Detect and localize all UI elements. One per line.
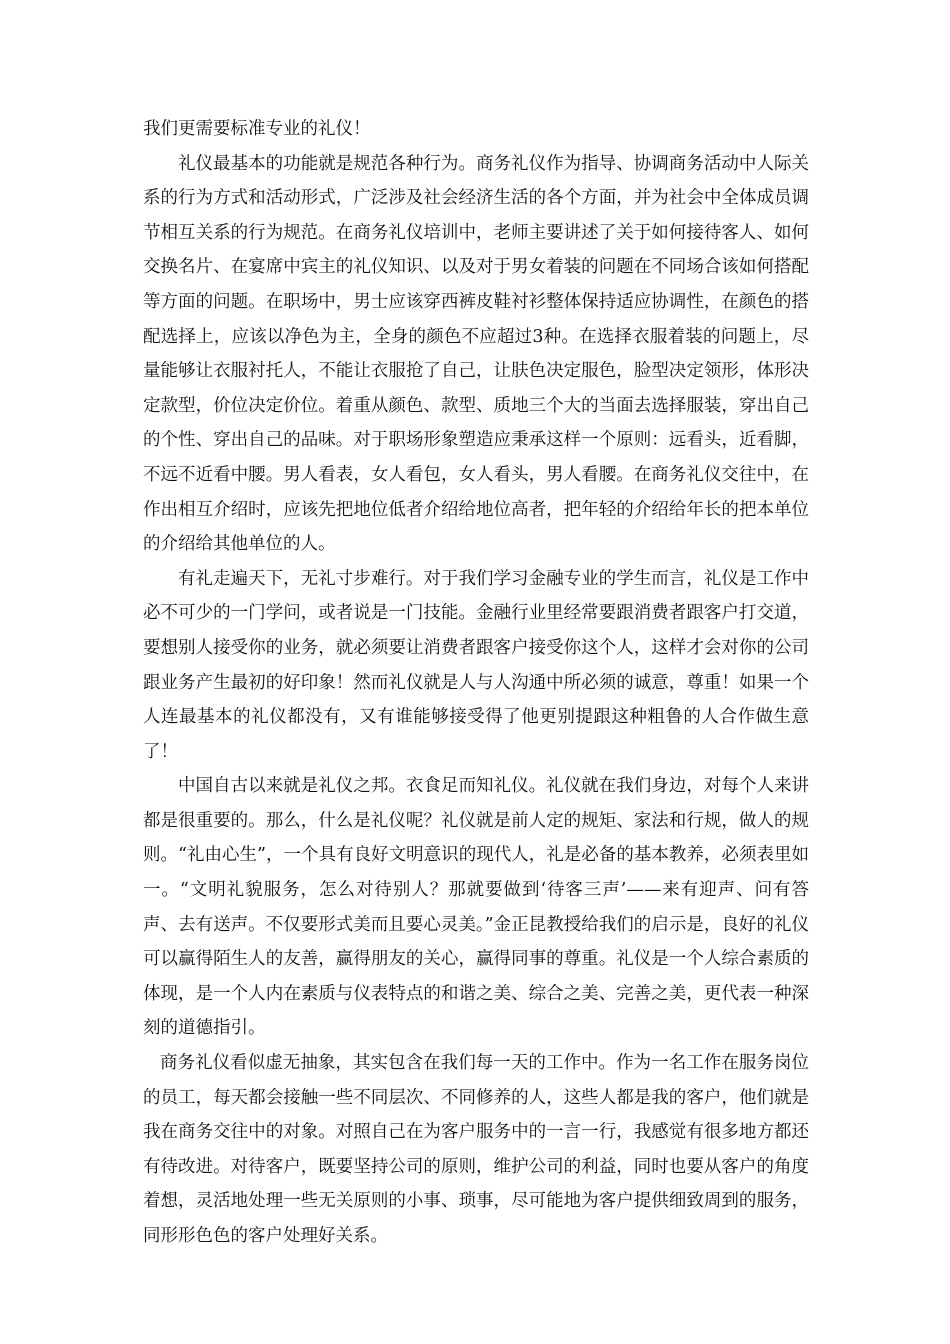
paragraph-3: 有礼走遍天下，无礼寸步难行。对于我们学习金融专业的学生而言，礼仪是工作中必不可少的一门学问，或者说是一门技能。金融行业里经常要跟消费者跟客户打交道，要想别人接受你的业务，就必须要让消费者跟客户接受你这个人，这样才会对你的公司跟业务产生最初的好印象！然而礼仪就是人与人沟通中所必须的诚意，尊重！如果一个人连最基本的礼仪都没有，又有谁能够接受得了他更别提跟这种粗鲁的人合作做生意了！ — [143, 568, 809, 762]
paragraph-5: 商务礼仪看似虚无抽象，其实包含在我们每一天的工作中。作为一名工作在服务岗位的员工，每天都会接触一些不同层次、不同修养的人，这些人都是我的客户，他们就是我在商务交往中的对象。对照自己在为客户服务中的一言一行，我感觉有很多地方都还有待改进。对待客户，既要坚持公司的原则，维护公司的利益，同时也要从客户的角度着想，灵活地处理一些无关原则的小事、琐事，尽可能地为客户提供细致周到的服务，同形形色色的客户处理好关系。 — [143, 1053, 809, 1246]
paragraph-4: 中国自古以来就是礼仪之邦。衣食足而知礼仪。礼仪就在我们身边，对每个人来讲都是很重要的。那么，什么是礼仪呢？礼仪就是前人定的规矩、家法和行规，做人的规则。“礼由心生”，一个具有良好文明意识的现代人，礼是必备的基本教养，必须表里如一。“文明礼貌服务，怎么对待别人？那就要做到‘待客三声’——来有迎声、问有答声、去有送声。不仅要形式美而且要心灵美。”金正昆教授给我们的启示是，良好的礼仪可以赢得陌生人的友善，赢得朋友的关心，赢得同事的尊重。礼仪是一个人综合素质的体现，是一个人内在素质与仪表特点的和谐之美、综合之美、完善之美，更代表一种深刻的道德指引。 — [143, 776, 809, 1039]
paragraph-2: 礼仪最基本的功能就是规范各种行为。商务礼仪作为指导、协调商务活动中人际关系的行为方式和活动形式，广泛涉及社会经济生活的各个方面，并为社会中全体成员调节相互关系的行为规范。在商务礼仪培训中，老师主要讲述了关于如何接待客人、如何交换名片、在宴席中宾主的礼仪知识、以及对于男女着装的问题在不同场合该如何搭配等方面的问题。在职场中，男士应该穿西裤皮鞋衬衫整体保持适应协调性，在颜色的搭配选择上，应该以净色为主，全身的颜色不应超过3种。在选择衣服着装的问题上，尽量能够让衣服衬托人，不能让衣服抢了自己，让肤色决定服色，脸型决定领形，体形决定款型，价位决定价位。着重从颜色、款型、质地三个大的当面去选择服装，穿出自己的个性、穿出自己的品味。对于职场形象塑造应秉承这样一个原则：远看头，近看脚，不远不近看中腰。男人看表，女人看包，女人看头，男人看腰。在商务礼仪交往中，在作出相互介绍时，应该先把地位低者介绍给地位高者，把年轻的介绍给年长的把本单位的介绍给其他单位的人。 — [143, 153, 809, 555]
document-body — [143, 112, 809, 1254]
paragraph-1: 我们更需要标准专业的礼仪！ — [143, 119, 371, 139]
